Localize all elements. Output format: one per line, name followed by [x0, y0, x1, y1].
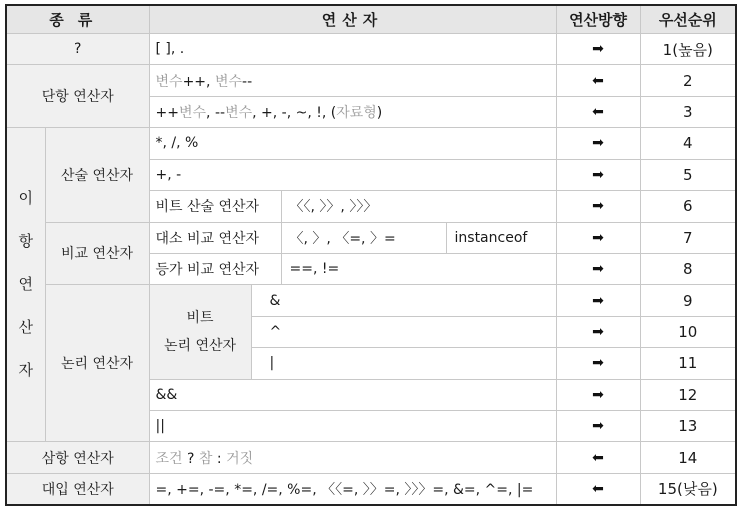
operator-text: ) — [376, 105, 383, 122]
placeholder-text: 변수 — [214, 73, 243, 90]
subcategory-cell: 비교 연산자 — [45, 222, 149, 285]
priority-cell: 1(높음) — [640, 34, 736, 65]
header-priority: 우선순위 — [640, 5, 736, 34]
table-row — [6, 285, 736, 316]
operator-cell: ==, != — [281, 253, 556, 284]
table-row — [6, 442, 736, 473]
right-arrow-icon: ➡ — [592, 355, 604, 372]
operator-cell: || — [149, 411, 556, 442]
priority-cell: 4 — [640, 128, 736, 159]
placeholder-text: 조건 — [155, 450, 183, 467]
priority-cell: 9 — [640, 285, 736, 316]
operator-cell: & — [251, 285, 556, 316]
right-arrow-icon: ➡ — [592, 386, 604, 403]
direction-cell — [556, 473, 640, 505]
priority-cell: 7 — [640, 222, 736, 253]
priority-cell: 8 — [640, 253, 736, 284]
operator-text: , -- — [206, 105, 226, 122]
direction-cell — [556, 285, 640, 316]
placeholder-text: 참 — [198, 450, 213, 467]
header-kind: 종류 — [6, 5, 149, 34]
operator-cell: 〈〈, 〉〉, 〉〉〉 — [281, 191, 556, 222]
direction-cell — [556, 191, 640, 222]
priority-cell: 13 — [640, 411, 736, 442]
operator-cell — [149, 442, 556, 473]
operator-cell — [149, 96, 556, 127]
category-cell: 단항 연산자 — [6, 65, 149, 128]
left-arrow-icon: ⬅ — [592, 104, 604, 121]
direction-cell — [556, 379, 640, 410]
operator-cell: | — [251, 348, 556, 379]
table-row — [6, 34, 736, 65]
priority-cell: 6 — [640, 191, 736, 222]
right-arrow-icon: ➡ — [592, 261, 604, 278]
table-row — [6, 222, 736, 253]
category-cell: ? — [6, 34, 149, 65]
left-arrow-icon: ⬅ — [592, 72, 604, 89]
category-cell: 대입 연산자 — [6, 473, 149, 505]
direction-cell — [556, 316, 640, 347]
header-operators: 연산자 — [149, 5, 556, 34]
operator-cell: && — [149, 379, 556, 410]
table-row — [6, 65, 736, 96]
operator-cell-extra: instanceof — [446, 222, 556, 253]
placeholder-text: 거짓 — [226, 450, 254, 467]
direction-cell — [556, 34, 640, 65]
header-direction: 연산방향 — [556, 5, 640, 34]
priority-cell: 15(낮음) — [640, 473, 736, 505]
placeholder-text: 변수 — [225, 105, 253, 122]
direction-cell — [556, 348, 640, 379]
right-arrow-icon: ➡ — [592, 229, 604, 246]
right-arrow-icon: ➡ — [592, 166, 604, 183]
category-char: 연 — [18, 275, 33, 294]
right-arrow-icon: ➡ — [592, 418, 604, 435]
binary-operator-category — [6, 128, 45, 442]
operator-cell: [ ], . — [149, 34, 556, 65]
right-arrow-icon: ➡ — [592, 135, 604, 152]
operator-text: ? — [182, 450, 199, 467]
priority-cell: 10 — [640, 316, 736, 347]
subcategory-cell: 산술 연산자 — [45, 128, 149, 222]
table-row — [6, 473, 736, 505]
operator-text: -- — [242, 73, 253, 90]
subcategory-cell: 논리 연산자 — [45, 285, 149, 442]
placeholder-text: 변수 — [155, 73, 183, 90]
direction-cell — [556, 128, 640, 159]
category-cell: 삼항 연산자 — [6, 442, 149, 473]
header-row — [6, 5, 736, 34]
direction-cell — [556, 411, 640, 442]
category-char: 산 — [18, 318, 33, 337]
right-arrow-icon: ➡ — [592, 292, 604, 309]
direction-cell — [556, 253, 640, 284]
right-arrow-icon: ➡ — [592, 198, 604, 215]
operator-text: ++ — [155, 105, 179, 122]
bit-logic-subcategory — [149, 285, 251, 379]
direction-cell — [556, 65, 640, 96]
direction-cell — [556, 442, 640, 473]
category-char: 항 — [18, 232, 33, 251]
priority-cell: 12 — [640, 379, 736, 410]
sub-operator-cell: 등가 비교 연산자 — [149, 253, 281, 284]
operator-text: , +, -, ~, !, ( — [252, 105, 337, 122]
placeholder-text: 자료형 — [336, 105, 377, 122]
category-char: 이 — [18, 189, 33, 208]
priority-cell: 5 — [640, 159, 736, 190]
operator-cell: =, +=, -=, *=, /=, %=, 〈〈=, 〉〉=, 〉〉〉=, &=, ^=, |= — [149, 473, 556, 505]
sub-operator-cell: 비트 산술 연산자 — [149, 191, 281, 222]
operator-cell: 〈, 〉, 〈=, 〉= — [281, 222, 446, 253]
direction-cell — [556, 222, 640, 253]
right-arrow-icon: ➡ — [592, 324, 604, 340]
operator-cell: +, - — [149, 159, 556, 190]
left-arrow-icon: ⬅ — [592, 480, 604, 497]
operator-precedence-table — [5, 4, 737, 506]
left-arrow-icon: ⬅ — [592, 449, 604, 466]
subcategory-line: 논리 연산자 — [163, 338, 237, 354]
subcategory-line: 비트 — [186, 310, 214, 326]
category-char: 자 — [18, 361, 33, 380]
priority-cell: 11 — [640, 348, 736, 379]
right-arrow-icon: ➡ — [592, 41, 604, 58]
operator-cell: ^ — [251, 316, 556, 347]
direction-cell — [556, 96, 640, 127]
table-row — [6, 128, 736, 159]
sub-operator-cell: 대소 비교 연산자 — [149, 222, 281, 253]
operator-cell: *, /, % — [149, 128, 556, 159]
direction-cell — [556, 159, 640, 190]
priority-cell: 2 — [640, 65, 736, 96]
operator-text: : — [212, 450, 227, 467]
operator-cell — [149, 65, 556, 96]
placeholder-text: 변수 — [178, 105, 207, 122]
operator-text: ++, — [182, 73, 215, 90]
priority-cell: 3 — [640, 96, 736, 127]
priority-cell: 14 — [640, 442, 736, 473]
